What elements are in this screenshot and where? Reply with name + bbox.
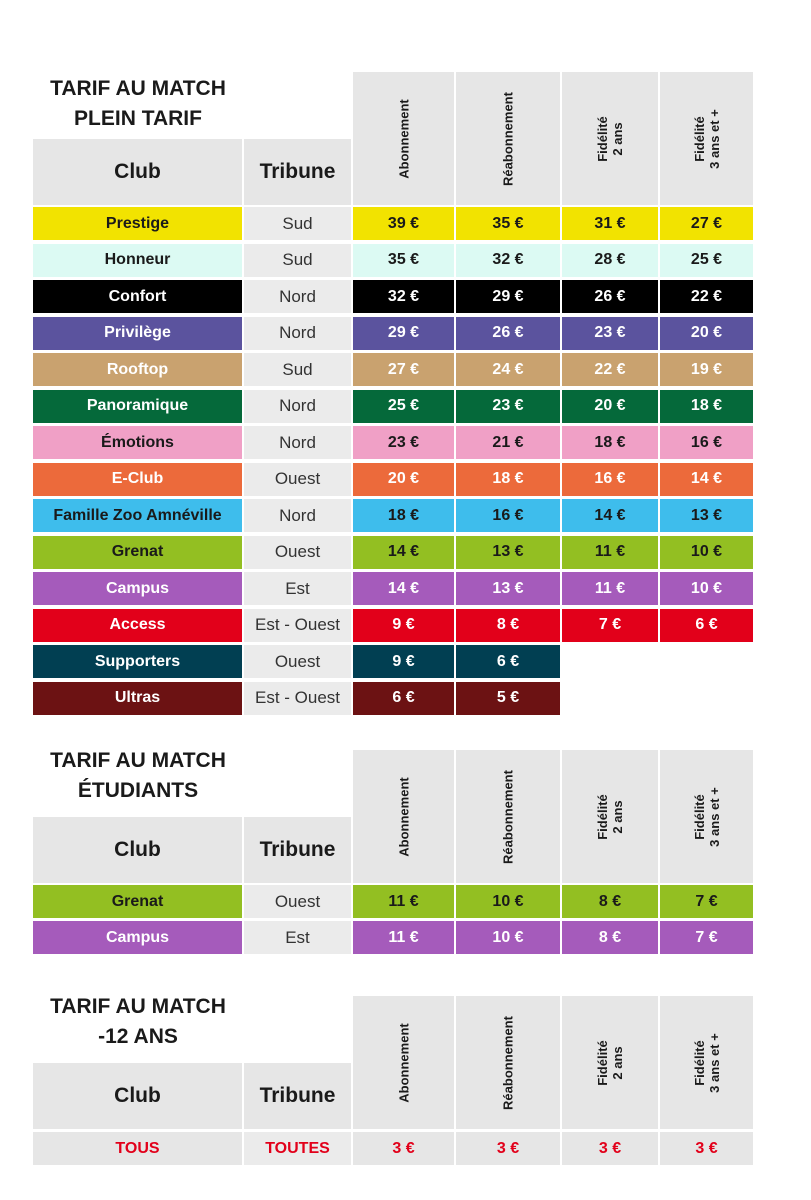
fidelite-2-ans-header-text <box>595 794 625 840</box>
price-cell: 11 € <box>353 921 454 954</box>
tribune-name: Est - Ouest <box>244 682 351 715</box>
table-row <box>33 499 753 532</box>
price-cell: 13 € <box>456 572 560 605</box>
table-row <box>33 463 753 496</box>
section-title-line2: ÉTUDIANTS <box>77 779 199 802</box>
price-cell: 3 € <box>660 1132 753 1165</box>
club-name: Famille Zoo Amnéville <box>33 499 242 532</box>
price-cell: 23 € <box>353 426 454 459</box>
table-row <box>33 317 753 350</box>
abonnement-header <box>353 72 454 205</box>
tribune-header: Tribune <box>244 139 351 205</box>
table-row <box>33 682 753 715</box>
reabonnement-header <box>456 72 560 205</box>
price-cell: 14 € <box>660 463 753 496</box>
reabonnement-header <box>456 996 560 1129</box>
price-cell: 31 € <box>562 207 658 240</box>
header-label-line: Abonnement <box>396 1022 411 1103</box>
header-label-line: Réabonnement <box>500 91 516 186</box>
price-cell: 8 € <box>562 921 658 954</box>
club-name: Rooftop <box>33 353 242 386</box>
reabonnement-header <box>456 750 560 883</box>
table-row <box>33 645 753 678</box>
abonnement-header-text <box>396 1023 411 1102</box>
price-cell: 11 € <box>562 572 658 605</box>
price-cell: 6 € <box>660 609 753 642</box>
price-cell: 27 € <box>353 353 454 386</box>
price-cell: 26 € <box>456 317 560 350</box>
price-cell: 3 € <box>353 1132 454 1165</box>
tribune-name: Est - Ouest <box>244 609 351 642</box>
club-name: Grenat <box>33 536 242 569</box>
price-cell: 32 € <box>456 244 560 277</box>
header-label-line: 3 ans et + <box>706 1032 722 1093</box>
fidelite-2-ans-header-text <box>595 116 625 162</box>
price-cell: 9 € <box>353 609 454 642</box>
header-label-line: Réabonnement <box>500 769 516 864</box>
tribune-name: Nord <box>244 499 351 532</box>
abonnement-header <box>353 750 454 883</box>
table-row <box>33 536 753 569</box>
tribune-name: Nord <box>244 317 351 350</box>
club-name: Campus <box>33 572 242 605</box>
price-cell: 5 € <box>456 682 560 715</box>
section-title <box>33 74 243 134</box>
fidelite-2-ans-header-text <box>595 1040 625 1086</box>
header-label-line: 2 ans <box>610 1045 625 1080</box>
price-cell: 3 € <box>456 1132 560 1165</box>
section-title-line1: TARIF AU MATCH <box>50 77 226 100</box>
price-cell: 8 € <box>562 885 658 918</box>
price-cell: 11 € <box>562 536 658 569</box>
tribune-name: Sud <box>244 207 351 240</box>
tribune-name: TOUTES <box>244 1132 351 1165</box>
club-name: Prestige <box>33 207 242 240</box>
price-cell: 18 € <box>456 463 560 496</box>
table-row <box>33 390 753 423</box>
section-title <box>33 992 243 1052</box>
price-cell: 6 € <box>456 645 560 678</box>
price-cell: 18 € <box>562 426 658 459</box>
fidelite-3-ans-header <box>660 72 753 205</box>
header-label-line: 2 ans <box>610 121 625 156</box>
table-row <box>33 1132 753 1165</box>
price-cell: 13 € <box>456 536 560 569</box>
price-cell: 27 € <box>660 207 753 240</box>
table-row <box>33 572 753 605</box>
reabonnement-header-text <box>501 92 516 186</box>
tribune-name: Est <box>244 572 351 605</box>
moins-12-ans-table <box>33 996 753 1168</box>
tribune-name: Nord <box>244 390 351 423</box>
tribune-name: Ouest <box>244 536 351 569</box>
fidelite-3-ans-header-text <box>692 787 722 847</box>
tribune-header: Tribune <box>244 817 351 883</box>
tribune-name: Sud <box>244 353 351 386</box>
club-name: Honneur <box>33 244 242 277</box>
fidelite-3-ans-header-text <box>692 1033 722 1093</box>
club-header: Club <box>33 1063 242 1129</box>
fidelite-3-ans-header-text <box>692 109 722 169</box>
price-cell: 14 € <box>562 499 658 532</box>
price-cell: 25 € <box>660 244 753 277</box>
price-cell: 13 € <box>660 499 753 532</box>
price-cell: 18 € <box>660 390 753 423</box>
club-name: Privilège <box>33 317 242 350</box>
table-row <box>33 244 753 277</box>
price-cell: 25 € <box>353 390 454 423</box>
price-cell: 20 € <box>660 317 753 350</box>
abonnement-header <box>353 996 454 1129</box>
price-cell: 9 € <box>353 645 454 678</box>
price-cell: 6 € <box>353 682 454 715</box>
price-cell: 23 € <box>456 390 560 423</box>
price-cell: 16 € <box>562 463 658 496</box>
header-label-line: Fidélité <box>691 1039 707 1086</box>
table-row <box>33 885 753 918</box>
price-cell: 10 € <box>456 921 560 954</box>
header-label-line: Fidélité <box>595 1039 610 1086</box>
club-header: Club <box>33 817 242 883</box>
price-cell: 22 € <box>660 280 753 313</box>
tribune-name: Ouest <box>244 885 351 918</box>
club-name: Panoramique <box>33 390 242 423</box>
section-title-line2: PLEIN TARIF <box>74 107 202 130</box>
price-cell: 3 € <box>562 1132 658 1165</box>
club-header: Club <box>33 139 242 205</box>
tribune-name: Est <box>244 921 351 954</box>
club-name: TOUS <box>33 1132 242 1165</box>
club-name: E-Club <box>33 463 242 496</box>
price-cell: 16 € <box>456 499 560 532</box>
price-cell: 7 € <box>660 885 753 918</box>
club-name: Access <box>33 609 242 642</box>
section-title <box>33 746 243 806</box>
price-cell: 14 € <box>353 536 454 569</box>
table-row <box>33 921 753 954</box>
price-cell: 7 € <box>660 921 753 954</box>
club-name: Grenat <box>33 885 242 918</box>
section-title-line1: TARIF AU MATCH <box>50 749 226 772</box>
fidelite-3-ans-header <box>660 750 753 883</box>
header-label-line: Fidélité <box>691 793 707 840</box>
price-cell: 22 € <box>562 353 658 386</box>
fidelite-2-ans-header <box>562 996 658 1129</box>
price-cell: 20 € <box>562 390 658 423</box>
price-cell: 29 € <box>353 317 454 350</box>
price-cell: 14 € <box>353 572 454 605</box>
price-cell: 26 € <box>562 280 658 313</box>
header-label-line: 3 ans et + <box>706 108 722 169</box>
price-cell: 39 € <box>353 207 454 240</box>
price-cell: 35 € <box>353 244 454 277</box>
header-label-line: Fidélité <box>691 115 707 162</box>
tribune-name: Nord <box>244 280 351 313</box>
header-label-line: Réabonnement <box>500 1015 516 1110</box>
price-cell: 20 € <box>353 463 454 496</box>
tribune-name: Ouest <box>244 463 351 496</box>
header-label-line: Fidélité <box>595 793 610 840</box>
fidelite-2-ans-header <box>562 72 658 205</box>
price-cell: 11 € <box>353 885 454 918</box>
tribune-name: Nord <box>244 426 351 459</box>
header-label-line: 2 ans <box>610 799 625 834</box>
header-label-line: Fidélité <box>595 115 610 162</box>
fidelite-3-ans-header <box>660 996 753 1129</box>
price-cell: 29 € <box>456 280 560 313</box>
price-cell: 10 € <box>660 536 753 569</box>
club-name: Supporters <box>33 645 242 678</box>
header-label-line: 3 ans et + <box>706 786 722 847</box>
reabonnement-header-text <box>501 770 516 864</box>
table-row <box>33 280 753 313</box>
table-row <box>33 353 753 386</box>
price-cell: 28 € <box>562 244 658 277</box>
tribune-header: Tribune <box>244 1063 351 1129</box>
etudiants-table <box>33 750 753 960</box>
price-cell: 16 € <box>660 426 753 459</box>
club-name: Émotions <box>33 426 242 459</box>
price-cell: 19 € <box>660 353 753 386</box>
header-label-line: Abonnement <box>396 776 411 857</box>
price-cell: 7 € <box>562 609 658 642</box>
table-row <box>33 207 753 240</box>
price-cell: 8 € <box>456 609 560 642</box>
price-cell: 18 € <box>353 499 454 532</box>
price-cell: 32 € <box>353 280 454 313</box>
abonnement-header-text <box>396 777 411 856</box>
club-name: Ultras <box>33 682 242 715</box>
abonnement-header-text <box>396 99 411 178</box>
price-cell: 10 € <box>660 572 753 605</box>
reabonnement-header-text <box>501 1016 516 1110</box>
table-row <box>33 426 753 459</box>
fidelite-2-ans-header <box>562 750 658 883</box>
price-cell: 24 € <box>456 353 560 386</box>
section-title-line1: TARIF AU MATCH <box>50 995 226 1018</box>
tribune-name: Sud <box>244 244 351 277</box>
table-row <box>33 609 753 642</box>
section-title-line2: -12 ANS <box>98 1025 178 1048</box>
header-label-line: Abonnement <box>396 98 411 179</box>
club-name: Confort <box>33 280 242 313</box>
club-name: Campus <box>33 921 242 954</box>
price-cell: 23 € <box>562 317 658 350</box>
price-cell: 35 € <box>456 207 560 240</box>
tribune-name: Ouest <box>244 645 351 678</box>
plein-tarif-table <box>33 72 753 716</box>
price-cell: 10 € <box>456 885 560 918</box>
price-cell: 21 € <box>456 426 560 459</box>
